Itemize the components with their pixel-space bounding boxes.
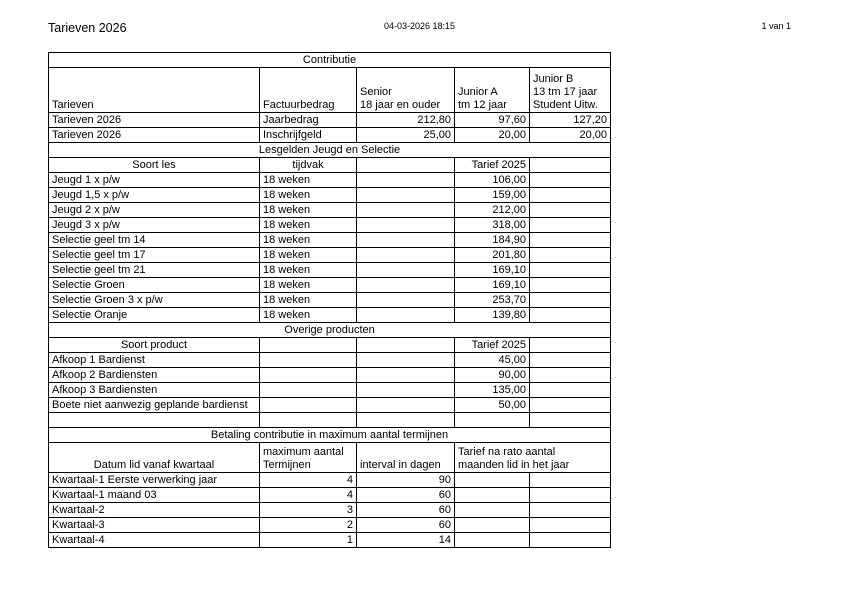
cell-label: Selectie Groen — [49, 278, 260, 293]
header-line: 13 tm 17 jaar — [533, 86, 598, 98]
header-line: Tarief na rato aantal — [458, 446, 556, 458]
empty-cell — [357, 413, 455, 428]
empty-cell — [530, 503, 611, 518]
empty-cell — [530, 518, 611, 533]
overige-header-row — [49, 338, 611, 353]
cell-termijnen: 2 — [260, 518, 357, 533]
empty-cell — [49, 413, 260, 428]
cell-tijdvak: 18 weken — [260, 173, 357, 188]
table-row — [49, 248, 611, 263]
page-indicator: 1 van 1 — [761, 21, 791, 31]
header-cell-termijnen — [260, 443, 357, 473]
header-cell-tarief-2025: Tarief 2025 — [455, 158, 530, 173]
section-title-contributie: Contributie — [49, 53, 611, 68]
header-cell-soort-product: Soort product — [49, 338, 260, 353]
empty-cell — [530, 263, 611, 278]
tarieven-table — [48, 52, 611, 548]
cell-label: Jeugd 3 x p/w — [49, 218, 260, 233]
header-cell-junior-b — [530, 68, 611, 113]
cell-termijnen: 4 — [260, 488, 357, 503]
cell-label: Jeugd 1 x p/w — [49, 173, 260, 188]
table-row — [49, 488, 611, 503]
empty-cell — [260, 383, 357, 398]
empty-cell — [357, 173, 455, 188]
table-row — [49, 533, 611, 548]
cell-label: Boete niet aanwezig geplande bardienst — [49, 398, 260, 413]
table-row — [49, 368, 611, 383]
cell-amount-senior: 212,80 — [357, 113, 455, 128]
empty-cell — [357, 293, 455, 308]
header-cell-tarief-2025: Tarief 2025 — [455, 338, 530, 353]
cell-tijdvak: 18 weken — [260, 203, 357, 218]
cell-amount-junior-b: 20,00 — [530, 128, 611, 143]
empty-cell — [357, 188, 455, 203]
table-row — [49, 503, 611, 518]
empty-cell — [530, 353, 611, 368]
cell-tarief: 45,00 — [455, 353, 530, 368]
header-line: maanden lid in het jaar — [458, 459, 570, 471]
cell-label: Afkoop 1 Bardienst — [49, 353, 260, 368]
empty-cell — [455, 473, 530, 488]
cell-tarief: 159,00 — [455, 188, 530, 203]
header-line: Junior A — [458, 86, 498, 98]
cell-termijnen: 3 — [260, 503, 357, 518]
cell-tijdvak: 18 weken — [260, 278, 357, 293]
cell-interval: 14 — [357, 533, 455, 548]
table-row — [49, 173, 611, 188]
empty-cell — [357, 248, 455, 263]
table-row — [49, 353, 611, 368]
empty-cell — [530, 338, 611, 353]
header-cell-factuurbedrag: Factuurbedrag — [260, 68, 357, 113]
cell-label: Tarieven 2026 — [49, 128, 260, 143]
header-line: Senior — [360, 86, 392, 98]
cell-label: Selectie geel tm 17 — [49, 248, 260, 263]
cell-tijdvak: 18 weken — [260, 248, 357, 263]
table-row — [49, 203, 611, 218]
empty-cell — [530, 308, 611, 323]
section-row-overige — [49, 323, 611, 338]
cell-label: Selectie geel tm 14 — [49, 233, 260, 248]
cell-label: Afkoop 3 Bardiensten — [49, 383, 260, 398]
empty-cell — [357, 203, 455, 218]
table-row — [49, 308, 611, 323]
cell-label: Selectie Oranje — [49, 308, 260, 323]
empty-cell — [455, 503, 530, 518]
header-line: 18 jaar en ouder — [360, 99, 441, 111]
cell-tarief: 201,80 — [455, 248, 530, 263]
cell-tarief: 139,80 — [455, 308, 530, 323]
header-line: maximum aantal — [263, 446, 344, 458]
cell-type: Jaarbedrag — [260, 113, 357, 128]
empty-cell — [260, 353, 357, 368]
empty-cell — [530, 248, 611, 263]
empty-cell — [260, 338, 357, 353]
cell-tarief: 90,00 — [455, 368, 530, 383]
header-line: tm 12 jaar — [458, 99, 507, 111]
cell-tijdvak: 18 weken — [260, 188, 357, 203]
empty-cell — [357, 338, 455, 353]
betaling-header-row — [49, 443, 611, 473]
table-row — [49, 518, 611, 533]
empty-cell — [357, 308, 455, 323]
cell-amount-junior-a: 97,60 — [455, 113, 530, 128]
cell-tarief: 135,00 — [455, 383, 530, 398]
table-row — [49, 188, 611, 203]
empty-cell — [530, 383, 611, 398]
empty-cell — [260, 413, 357, 428]
cell-label: Kwartaal-1 Eerste verwerking jaar — [49, 473, 260, 488]
empty-cell — [357, 383, 455, 398]
cell-label: Kwartaal-2 — [49, 503, 260, 518]
empty-cell — [530, 188, 611, 203]
header-cell-tijdvak: tijdvak — [260, 158, 357, 173]
empty-cell — [455, 488, 530, 503]
empty-cell — [530, 233, 611, 248]
lesgelden-header-row — [49, 158, 611, 173]
empty-cell — [530, 158, 611, 173]
header-cell-junior-a — [455, 68, 530, 113]
table-row — [49, 473, 611, 488]
empty-cell — [530, 173, 611, 188]
empty-cell — [455, 533, 530, 548]
table-row — [49, 128, 611, 143]
header-cell-datum-lid: Datum lid vanaf kwartaal — [49, 443, 260, 473]
empty-cell — [357, 263, 455, 278]
cell-interval: 90 — [357, 473, 455, 488]
cell-tarief: 169,10 — [455, 263, 530, 278]
empty-cell — [357, 398, 455, 413]
cell-amount-senior: 25,00 — [357, 128, 455, 143]
cell-tarief: 318,00 — [455, 218, 530, 233]
page-title: Tarieven 2026 — [48, 21, 127, 35]
table-row — [49, 113, 611, 128]
empty-cell — [530, 533, 611, 548]
cell-tarief: 50,00 — [455, 398, 530, 413]
empty-cell — [357, 368, 455, 383]
empty-cell — [530, 413, 611, 428]
table-row — [49, 293, 611, 308]
header-cell-interval: interval in dagen — [357, 443, 455, 473]
header-cell-tarieven: Tarieven — [49, 68, 260, 113]
empty-cell — [530, 488, 611, 503]
cell-label: Kwartaal-3 — [49, 518, 260, 533]
cell-interval: 60 — [357, 518, 455, 533]
header-line: Termijnen — [263, 459, 311, 471]
cell-amount-junior-b: 127,20 — [530, 113, 611, 128]
cell-interval: 60 — [357, 488, 455, 503]
empty-cell — [530, 398, 611, 413]
cell-amount-junior-a: 20,00 — [455, 128, 530, 143]
section-row-lesgelden — [49, 143, 611, 158]
empty-cell — [530, 368, 611, 383]
contributie-header-row — [49, 68, 611, 113]
cell-type: Inschrijfgeld — [260, 128, 357, 143]
empty-cell — [260, 368, 357, 383]
cell-label: Kwartaal-4 — [49, 533, 260, 548]
table-row — [49, 383, 611, 398]
document-header — [0, 0, 841, 35]
header-line: Student Uitw. — [533, 99, 598, 111]
cell-tarief: 253,70 — [455, 293, 530, 308]
empty-cell — [530, 218, 611, 233]
cell-tarief: 169,10 — [455, 278, 530, 293]
empty-cell — [530, 473, 611, 488]
cell-label: Afkoop 2 Bardiensten — [49, 368, 260, 383]
cell-tijdvak: 18 weken — [260, 293, 357, 308]
section-row-betaling — [49, 428, 611, 443]
empty-cell — [357, 218, 455, 233]
section-row-contributie — [49, 53, 611, 68]
empty-cell — [357, 278, 455, 293]
cell-tarief: 184,90 — [455, 233, 530, 248]
section-title-overige: Overige producten — [49, 323, 611, 338]
cell-interval: 60 — [357, 503, 455, 518]
header-line: Junior B — [533, 73, 574, 85]
cell-tijdvak: 18 weken — [260, 308, 357, 323]
table-row — [49, 263, 611, 278]
cell-tarief: 106,00 — [455, 173, 530, 188]
table-row — [49, 218, 611, 233]
empty-cell — [260, 398, 357, 413]
cell-label: Selectie geel tm 21 — [49, 263, 260, 278]
table-row — [49, 278, 611, 293]
empty-cell — [455, 413, 530, 428]
empty-row — [49, 413, 611, 428]
empty-cell — [357, 158, 455, 173]
empty-cell — [357, 353, 455, 368]
cell-label: Selectie Groen 3 x p/w — [49, 293, 260, 308]
empty-cell — [357, 233, 455, 248]
empty-cell — [530, 278, 611, 293]
cell-label: Kwartaal-1 maand 03 — [49, 488, 260, 503]
empty-cell — [530, 203, 611, 218]
empty-cell — [530, 293, 611, 308]
cell-label: Jeugd 2 x p/w — [49, 203, 260, 218]
cell-label: Tarieven 2026 — [49, 113, 260, 128]
cell-tarief: 212,00 — [455, 203, 530, 218]
header-cell-tarief-na-rato — [455, 443, 611, 473]
header-cell-soort-les: Soort les — [49, 158, 260, 173]
cell-termijnen: 4 — [260, 473, 357, 488]
empty-cell — [455, 518, 530, 533]
table-row — [49, 233, 611, 248]
cell-tijdvak: 18 weken — [260, 233, 357, 248]
table-row — [49, 398, 611, 413]
cell-label: Jeugd 1,5 x p/w — [49, 188, 260, 203]
header-cell-senior — [357, 68, 455, 113]
section-title-betaling: Betaling contributie in maximum aantal termijnen — [49, 428, 611, 443]
section-title-lesgelden: Lesgelden Jeugd en Selectie — [49, 143, 611, 158]
cell-tijdvak: 18 weken — [260, 263, 357, 278]
cell-tijdvak: 18 weken — [260, 218, 357, 233]
cell-termijnen: 1 — [260, 533, 357, 548]
print-datetime: 04-03-2026 18:15 — [383, 21, 456, 31]
